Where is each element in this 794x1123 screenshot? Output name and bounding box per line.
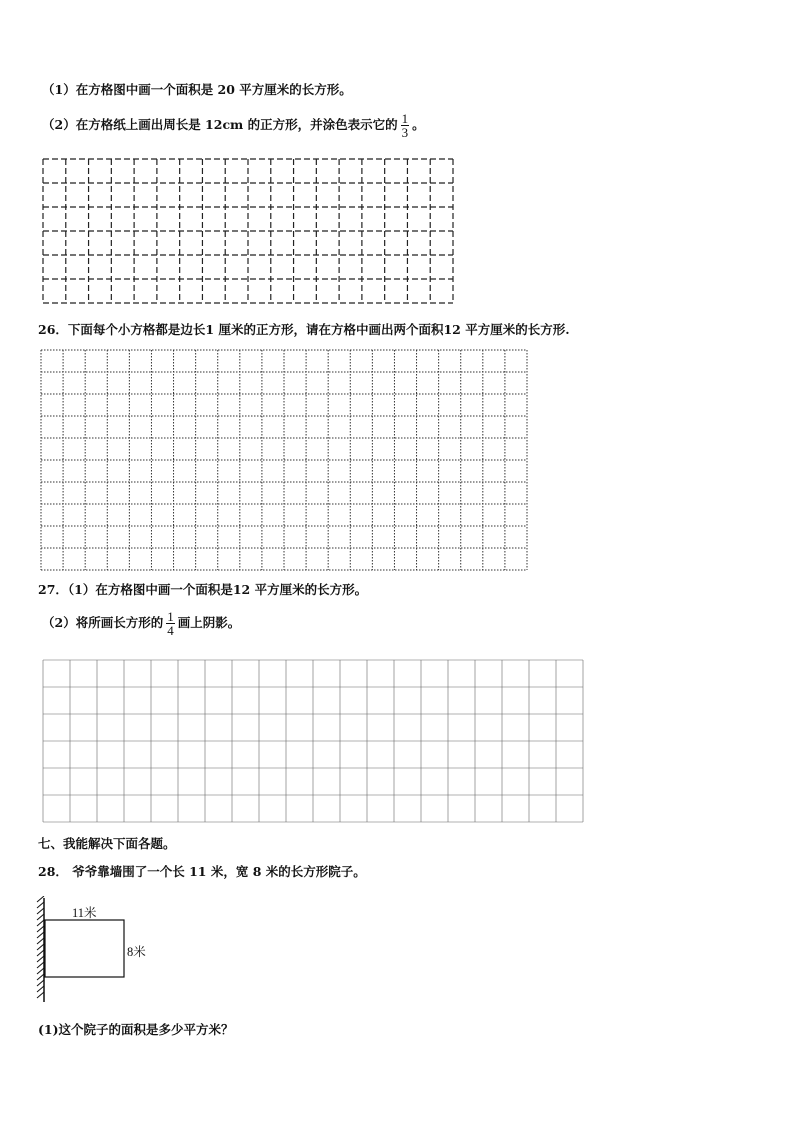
wall-hatch-line <box>37 968 44 974</box>
wall-hatch-line <box>37 950 44 956</box>
fraction-one-third <box>401 112 410 139</box>
q27-part1: 27．（1）在方格图中画一个面积是12 平方厘米的长方形。 <box>38 582 368 597</box>
wall-hatch-line <box>37 944 44 950</box>
wall-hatch-line <box>37 932 44 938</box>
wall-hatch-line <box>37 902 44 908</box>
q25-part1: （1）在方格图中画一个面积是 20 平方厘米的长方形。 <box>42 82 352 97</box>
q28-sub1: (1)这个院子的面积是多少平方米？ <box>38 1022 234 1037</box>
yard-length-label: 11米 <box>72 906 97 920</box>
q27-part2 <box>42 610 240 637</box>
fraction-numerator: 1 <box>401 111 409 126</box>
wall-hatch-line <box>37 980 44 986</box>
wall-hatch-line <box>37 926 44 932</box>
wall-hatch-line <box>37 974 44 980</box>
wall-hatch-line <box>37 908 44 914</box>
q27-grid[interactable] <box>42 659 584 823</box>
wall-hatch-line <box>37 992 44 998</box>
q25-dashed-grid[interactable] <box>42 158 454 304</box>
fraction-denominator: 4 <box>167 623 174 638</box>
q27-part2-end: 画上阴影。 <box>177 615 241 630</box>
yard-width-label: 8米 <box>127 945 146 959</box>
wall-hatch-line <box>37 962 44 968</box>
q25-part2-text: （2）在方格纸上画出周长是 12cm 的正方形，并涂色表示它的 <box>42 117 398 132</box>
q26-question: 26．下面每个小方格都是边长1 厘米的正方形，请在方格中画出两个面积12 平方厘米的长方形. <box>38 322 570 337</box>
fraction-numerator: 1 <box>167 609 174 624</box>
wall-hatch-line <box>37 956 44 962</box>
section-heading: 七、我能解决下面各题。 <box>38 836 176 851</box>
q26-dotted-grid[interactable] <box>40 349 528 571</box>
q25-part2 <box>42 112 425 139</box>
q25-part2-end: 。 <box>412 117 425 132</box>
q27-part2-text: （2）将所画长方形的 <box>42 615 164 630</box>
yard-rectangle <box>45 920 124 977</box>
wall-hatch-line <box>37 914 44 920</box>
wall-hatch-line <box>37 986 44 992</box>
fraction-denominator: 3 <box>401 125 409 140</box>
wall-hatch-line <box>37 896 44 902</box>
wall-hatch-line <box>37 938 44 944</box>
fraction-one-fourth <box>166 610 175 637</box>
q28-question: 28． 爷爷靠墙围了一个长 11 米，宽 8 米的长方形院子。 <box>38 864 366 879</box>
wall-hatch-line <box>37 920 44 926</box>
